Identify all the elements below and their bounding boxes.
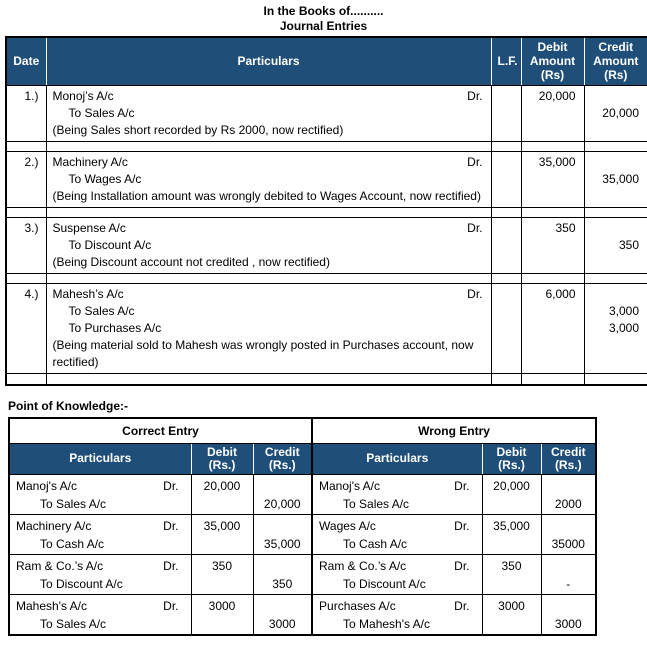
entry-date-cell [6,283,46,373]
amount-spacer [254,515,312,536]
spacer-cell [584,373,647,385]
journal-table-body [6,85,647,385]
correct-credit-line: To Sales A/c [40,616,107,631]
journal-entries-table [5,36,647,386]
debit-amount [522,303,584,320]
spacer-cell [46,141,491,151]
correct-particulars-cell [9,514,191,554]
dr-label: Dr. [454,558,470,573]
entry-line [47,154,491,171]
wrong-debit-line [313,515,482,536]
correct-particulars-cell [9,474,191,514]
wrong-credit-cell [541,554,596,594]
column-header-lf: L.F. [491,37,521,85]
correct-entry-group-header: Correct Entry [9,418,312,443]
account-text: Mahesh’s A/c [52,286,124,301]
column-header-particulars: Particulars [46,37,491,85]
wrong-account-text: Wages A/c [319,518,376,533]
account-text: (Being Sales short recorded by Rs 2000, now rectified) [52,122,344,137]
debit-amount [522,237,584,254]
amount-spacer [542,515,596,536]
entry-particulars-cell [46,85,491,141]
correct-credit-line: To Cash A/c [40,536,105,551]
debit-amount [522,105,584,122]
entry-lf-cell [491,283,521,373]
spacer-cell [6,207,46,217]
spacer-cell [46,273,491,283]
spacer-cell [491,141,521,151]
point-of-knowledge-table [8,417,597,636]
account-text: Suspense A/c [52,220,126,235]
entry-credit-cell [584,151,647,207]
wrong-debit-cell [482,554,541,594]
wrong-debit-header: Debit (Rs.) [482,443,541,474]
spacer-cell [584,141,647,151]
entry-narration [47,122,491,139]
correct-debit-line [10,595,191,616]
entry-credit-cell [584,85,647,141]
spacer-cell [491,273,521,283]
spacer-cell [584,207,647,217]
journal-entry-row [6,151,647,207]
credit-amount [585,88,647,105]
dr-label: Dr. [163,558,179,573]
pok-table-body [9,474,596,635]
dr-label: Dr. [467,88,483,103]
journal-table-header [6,37,647,85]
credit-account-text: To Wages A/c [68,171,142,186]
debit-amount: 20,000 [203,478,241,493]
correct-debit-line [10,515,191,536]
entry-credit-cell [584,217,647,273]
credit-amount: 350 [618,237,639,252]
dr-label: Dr. [163,598,179,613]
debit-amount: 20,000 [538,88,576,103]
wrong-credit-cell [541,594,596,635]
debit-amount: 3000 [208,598,236,613]
amount-spacer [542,475,596,496]
entry-credit-cell [584,283,647,373]
wrong-account-text: Ram & Co.’s A/c [319,558,407,573]
wrong-debit-line [313,475,482,496]
debit-amount: 350 [501,558,522,573]
entry-debit-cell [521,283,584,373]
dr-label: Dr. [163,478,179,493]
pok-table-header [9,418,596,474]
wrong-debit-line [313,555,482,576]
spacer-cell [46,373,491,385]
account-text: Machinery A/c [52,154,128,169]
credit-amount [585,154,647,171]
entry-line [47,88,491,105]
wrong-entry-group-header: Wrong Entry [312,418,596,443]
wrong-credit-cell [541,474,596,514]
entry-particulars-cell [46,283,491,373]
wrong-account-text: Manoj's A/c [319,478,380,493]
spacer-cell [6,141,46,151]
spacer-cell [521,373,584,385]
entry-date-cell [6,217,46,273]
column-header-credit-amount: Credit Amount (Rs) [584,37,647,85]
dr-label: Dr. [163,518,179,533]
correct-account-text: Mahesh's A/c [16,598,87,613]
correct-credit-line: To Discount A/c [40,576,123,591]
account-text: Monoj’s A/c [52,88,114,103]
entry-line [47,171,491,188]
entry-date-cell [6,85,46,141]
correct-credit-cell [253,594,312,635]
pok-comparison-row [9,514,596,554]
entry-debit-cell [521,151,584,207]
entry-particulars-cell [46,217,491,273]
debit-amount: 20,000 [493,478,530,493]
pok-comparison-row [9,594,596,635]
dr-label: Dr. [454,478,470,493]
journal-spacer-row [6,141,647,151]
amount-spacer [254,595,312,616]
wrong-particulars-header: Particulars [312,443,482,474]
credit-amount: 3000 [268,616,296,631]
debit-amount: 35,000 [538,154,576,169]
debit-amount: 35,000 [493,518,530,533]
dr-label: Dr. [467,220,483,235]
entry-particulars-cell [46,151,491,207]
entry-line [47,286,491,303]
column-header-date: Date [6,37,46,85]
journal-entry-row [6,283,647,373]
pok-comparison-row [9,474,596,514]
wrong-credit-line: To Discount A/c [343,576,426,591]
column-header-debit-amount: Debit Amount (Rs) [521,37,584,85]
wrong-credit-header: Credit (Rs.) [541,443,596,474]
correct-credit-line: To Sales A/c [40,496,107,511]
credit-amount: 20,000 [602,105,639,120]
debit-amount: 35,000 [203,518,241,533]
spacer-cell [491,373,521,385]
journal-spacer-row [6,373,647,385]
correct-credit-cell [253,514,312,554]
credit-amount: 35000 [551,536,585,551]
credit-account-text: To Purchases A/c [68,320,162,335]
spacer-cell [521,141,584,151]
correct-credit-cell [253,474,312,514]
credit-amount [585,220,647,237]
spacer-cell [46,207,491,217]
correct-debit-line [10,555,191,576]
journal-spacer-row [6,273,647,283]
entry-lf-cell [491,85,521,141]
correct-credit-cell [253,554,312,594]
entry-line [47,220,491,237]
entry-number: 3.) [24,220,39,235]
correct-account-text: Machinery A/c [16,518,92,533]
debit-amount: 6,000 [545,286,576,301]
credit-amount: - [566,576,571,591]
debit-amount: 3000 [498,598,525,613]
entry-narration [47,337,491,371]
correct-particulars-cell [9,594,191,635]
wrong-credit-cell [541,514,596,554]
correct-account-text: Manoj's A/c [16,478,77,493]
credit-amount: 3,000 [608,303,639,318]
correct-debit-cell [191,594,253,635]
journal-spacer-row [6,207,647,217]
credit-account-text: To Sales A/c [68,105,135,120]
spacer-cell [584,273,647,283]
amount-spacer [542,555,596,576]
entry-line [47,303,491,320]
debit-amount [522,320,584,337]
credit-amount: 35,000 [602,171,639,186]
credit-amount: 20,000 [263,496,301,511]
wrong-particulars-cell [312,514,482,554]
amount-spacer [254,555,312,576]
wrong-particulars-cell [312,474,482,514]
spacer-cell [6,273,46,283]
entry-debit-cell [521,217,584,273]
account-text: (Being Installation amount was wrongly debited to Wages Account, now rectified) [52,188,481,203]
document-titles [0,0,647,34]
wrong-debit-cell [482,514,541,554]
entry-date-cell [6,151,46,207]
journal-entry-row [6,217,647,273]
amount-spacer [542,595,596,616]
dr-label: Dr. [467,154,483,169]
spacer-cell [521,207,584,217]
entry-line [47,320,491,337]
wrong-debit-cell [482,474,541,514]
account-text: (Being material sold to Mahesh was wrongly posted in Purchases account, now rectified) [52,337,474,369]
wrong-particulars-cell [312,554,482,594]
correct-debit-cell [191,474,253,514]
wrong-debit-cell [482,594,541,635]
wrong-credit-line: To Cash A/c [343,536,408,551]
credit-amount: 350 [272,576,293,591]
dr-label: Dr. [454,518,470,533]
debit-amount: 350 [211,558,233,573]
credit-amount: 3000 [554,616,582,631]
credit-account-text: To Sales A/c [68,303,135,318]
entry-number: 2.) [24,154,39,169]
entry-line [47,105,491,122]
entry-line [47,237,491,254]
book-title: In the Books of.......... [263,4,384,18]
spacer-cell [521,273,584,283]
debit-amount [522,171,584,188]
credit-amount: 2000 [554,496,582,511]
journal-entry-row [6,85,647,141]
wrong-credit-line: To Sales A/c [343,496,410,511]
spacer-cell [491,207,521,217]
correct-account-text: Ram & Co.’s A/c [16,558,104,573]
account-text: (Being Discount account not credited , now rectified) [52,254,330,269]
entry-lf-cell [491,217,521,273]
entry-number: 1.) [24,88,39,103]
credit-amount [585,286,647,303]
spacer-cell [6,373,46,385]
amount-spacer [254,475,312,496]
entry-debit-cell [521,85,584,141]
credit-account-text: To Discount A/c [68,237,152,252]
correct-credit-header: Credit (Rs.) [253,443,312,474]
correct-debit-cell [191,554,253,594]
wrong-particulars-cell [312,594,482,635]
dr-label: Dr. [454,598,470,613]
wrong-account-text: Purchases A/c [319,598,396,613]
entry-number: 4.) [24,286,39,301]
correct-particulars-header: Particulars [9,443,191,474]
entry-narration [47,254,491,271]
dr-label: Dr. [467,286,483,301]
entry-lf-cell [491,151,521,207]
pok-comparison-row [9,554,596,594]
wrong-credit-line: To Mahesh's A/c [343,616,431,631]
wrong-debit-line [313,595,482,616]
debit-amount: 350 [555,220,576,235]
correct-debit-cell [191,514,253,554]
correct-debit-line [10,475,191,496]
credit-amount: 35,000 [263,536,301,551]
entry-narration [47,188,491,205]
point-of-knowledge-heading: Point of Knowledge:- [8,399,128,413]
credit-amount: 3,000 [608,320,639,335]
correct-particulars-cell [9,554,191,594]
correct-debit-header: Debit (Rs.) [191,443,253,474]
journal-entries-title: Journal Entries [279,19,368,33]
